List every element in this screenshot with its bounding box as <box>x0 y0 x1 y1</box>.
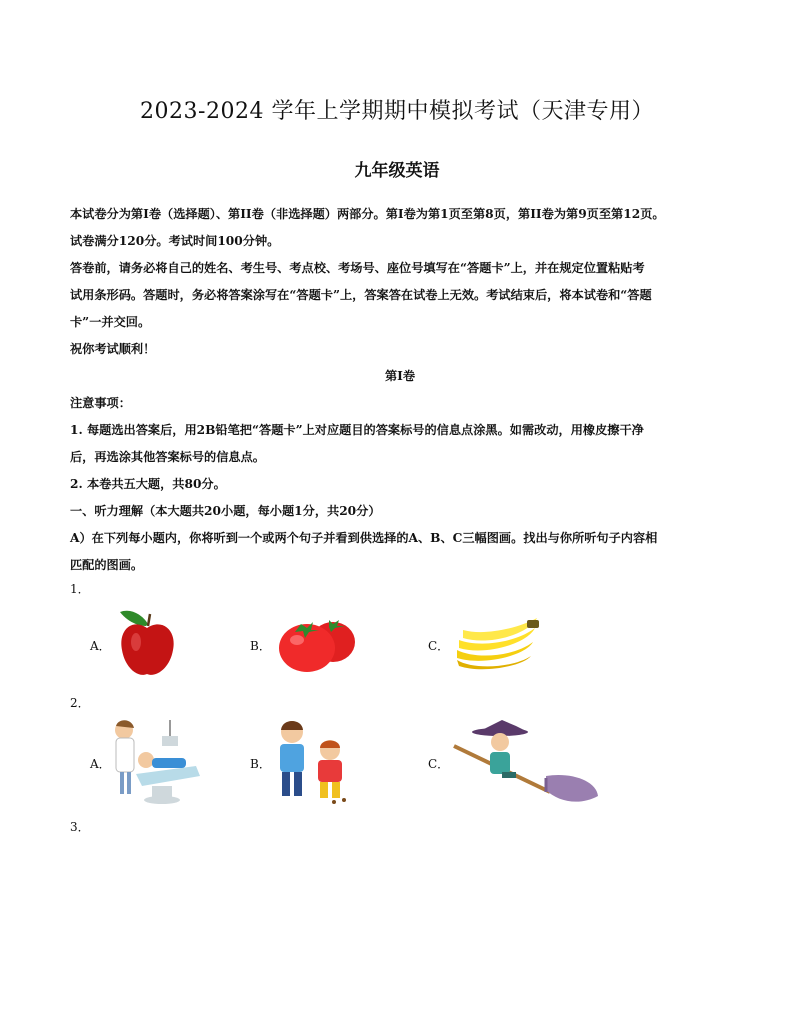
intro-line: 卡”一并交回。 <box>70 315 151 329</box>
part1-instruction: 匹配的图画。 <box>70 558 144 572</box>
dentist-icon <box>108 716 208 806</box>
intro-line: 答卷前，请务必将自己的姓名、考生号、考点校、考场号、座位号填写在“答题卡”上，并在规定位置粘贴考 <box>70 261 645 275</box>
question-number: 1． <box>70 582 90 596</box>
option-label: C． <box>428 757 450 771</box>
intro-line: 祝你考试顺利！ <box>70 342 156 356</box>
note-line: 后，再选涂其他答案标号的信息点。 <box>70 450 265 464</box>
exam-title: 2023-2024 学年上学期期中模拟考试（天津专用） <box>140 99 654 124</box>
part1-heading: 一、听力理解（本大题共20小题，每小题1分，共20分） <box>70 504 381 518</box>
intro-line: 试用条形码。答题时，务必将答案涂写在“答题卡”上，答案答在试卷上无效。考试结束后，将本试卷和“答题 <box>70 288 652 302</box>
witch-broom-icon <box>450 716 600 806</box>
exam-subtitle: 九年级英语 <box>354 161 440 181</box>
section-label: 第Ⅰ卷 <box>384 369 416 383</box>
intro-line: 本试卷分为第Ⅰ卷（选择题）、第II卷（非选择题）两部分。第Ⅰ卷为第1页至第8页，第II卷为第9页至第12页。 <box>70 207 665 221</box>
hurt-boy-icon <box>270 716 356 806</box>
part1-instruction: A）在下列每小题内，你将听到一个或两个句子并看到供选择的A、B、C三幅图画。找出与你所听句子内容相 <box>70 531 658 545</box>
option-label: B． <box>250 757 271 771</box>
apple-icon <box>112 604 182 680</box>
option-label: A． <box>90 757 111 771</box>
bananas-icon <box>453 616 543 672</box>
tomatoes-icon <box>275 612 359 674</box>
notes-heading: 注意事项： <box>70 396 131 410</box>
question-number: 3． <box>70 820 90 834</box>
option-label: B． <box>250 639 271 653</box>
intro-line: 试卷满分120分。考试时间100分钟。 <box>70 234 280 248</box>
option-label: C． <box>428 639 450 653</box>
option-label: A． <box>90 639 111 653</box>
intro-block <box>70 201 730 579</box>
note-line: 2. 本卷共五大题，共80分。 <box>70 477 226 491</box>
note-line: 1. 每题选出答案后，用2B铅笔把“答题卡”上对应题目的答案标号的信息点涂黑。如需改动，用橡皮擦干净 <box>70 423 644 437</box>
question-number: 2． <box>70 696 90 710</box>
